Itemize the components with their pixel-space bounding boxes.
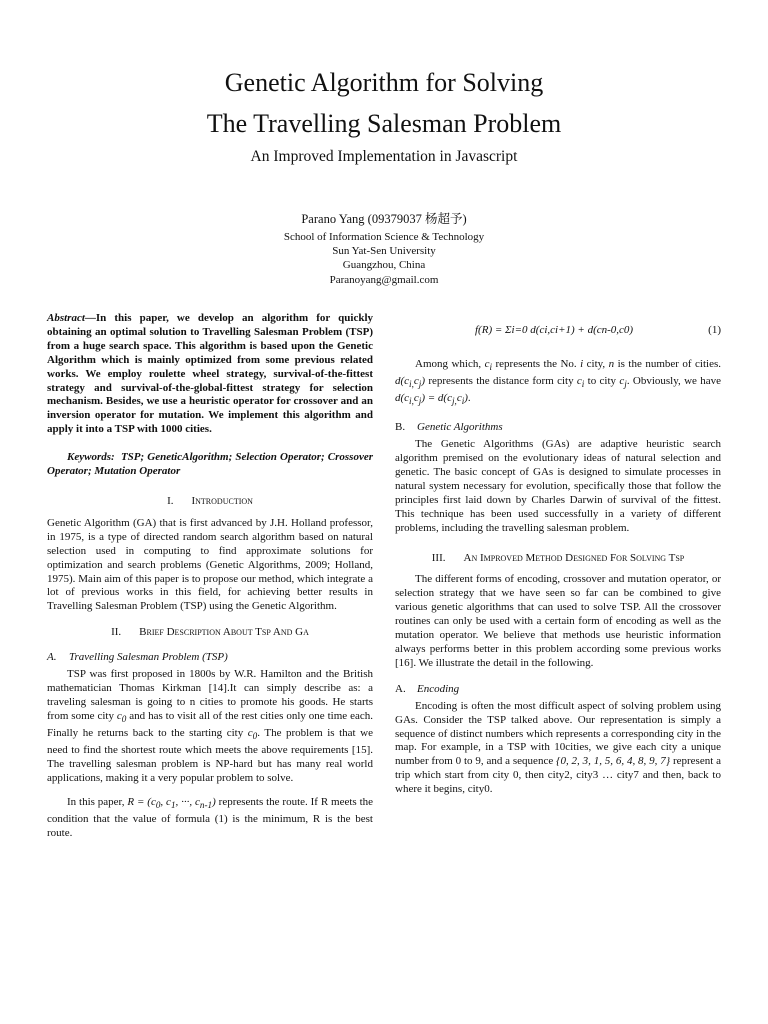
encoding-text-a: Encoding is often the most difficult aspect of solving problem using GAs. Consider the TSP talked above. Our representation is simply a sequence of distinct numbers which represents a corresponding city in the map. For example, in a TSP with 10cities, we give each city a unique number from 0 to 9, and a sequence bbox=[395, 699, 721, 768]
among-sym-c2: c bbox=[456, 392, 462, 405]
encoding-paragraph bbox=[395, 700, 721, 797]
affiliation-location: Guangzhou, China bbox=[342, 259, 426, 272]
author-name: Parano Yang (09379037 杨超予) bbox=[301, 212, 467, 226]
keywords bbox=[47, 451, 373, 479]
section-heading-introduction bbox=[47, 495, 373, 509]
among-text-l: to city bbox=[584, 375, 620, 388]
tsp-text-b: and has to visit all of the rest cities only one time each. Finally he returns back to the starting city bbox=[47, 709, 373, 739]
route-formula-sub1: 1 bbox=[170, 799, 176, 810]
among-paragraph bbox=[395, 358, 721, 409]
among-symbol-ci2-sub: i bbox=[581, 379, 585, 390]
paper-title-line-2: The Travelling Salesman Problem bbox=[206, 109, 562, 138]
among-symbol-cj: c bbox=[619, 375, 625, 388]
among-dist-a: d(c bbox=[395, 375, 410, 388]
among-symbol-n: n bbox=[608, 358, 615, 370]
section-number: III. bbox=[431, 551, 446, 564]
section-number: II. bbox=[111, 626, 122, 639]
equation-number: (1) bbox=[708, 324, 721, 336]
route-formula-d: ) bbox=[212, 795, 216, 808]
section-title: An Improved Method Designed For Solving Tsp bbox=[463, 551, 685, 564]
left-column bbox=[47, 312, 373, 841]
section-heading-brief-description bbox=[47, 626, 373, 640]
among-text-end: . bbox=[467, 392, 471, 405]
among-text-a: Among which, bbox=[415, 358, 485, 370]
intro-paragraph: Genetic Algorithm (GA) that is first advanced by J.H. Holland professor, in 1975, is a type of directed random search algorithm based on natural selection used in computing to find approximate solutions for optimization and search problems (Genetic Algorithms, 2009; Holland, 1975). Main aim of this paper is to propose our method, which integrate a lot of previous works in this field, for achieving better results in Travelling Salesman Problem (TSP) using the Genetic Algorithm. bbox=[47, 516, 373, 613]
among-sym-eq: ) = d(c bbox=[421, 392, 452, 405]
among-symmetry bbox=[395, 392, 468, 407]
route-formula-a: R = (c bbox=[127, 795, 156, 808]
abstract-label: Abstract bbox=[47, 312, 85, 324]
encoding-sequence: {0, 2, 3, 1, 5, 6, 4, 8, 9, 7} bbox=[556, 755, 671, 768]
paper-subtitle: An Improved Implementation in Javascript bbox=[250, 148, 518, 165]
keywords-label: Keywords: bbox=[67, 451, 115, 464]
paper-title-line-1: Genetic Algorithm for Solving bbox=[224, 68, 544, 97]
subsection-number: A. bbox=[395, 682, 406, 695]
among-symbol-ci: c bbox=[484, 358, 490, 370]
subsection-title: Travelling Salesman Problem (TSP) bbox=[69, 651, 228, 664]
among-distance bbox=[395, 375, 425, 390]
among-symbol-cj-sub: j bbox=[624, 379, 627, 390]
tsp-text-c: . The problem is that we need to find the shortest route which meets the above requirements [15]. The travelling salesman problem is NP-hard but has many real world applications, making it a very popular problem to solve. bbox=[47, 726, 373, 784]
among-text-b: represents the No. bbox=[492, 358, 581, 370]
among-symbol-i: i bbox=[580, 358, 584, 370]
route-formula-subn: n-1 bbox=[199, 799, 213, 810]
route-formula bbox=[127, 796, 215, 808]
subsection-heading-genetic-algorithms bbox=[395, 421, 721, 435]
subsection-number: B. bbox=[395, 421, 406, 434]
route-text-b: represents the route. If R meets the condition that the value of formula (1) is the minimum, R is the best route. bbox=[47, 795, 374, 839]
abstract-text: —In this paper, we develop an algorithm for quickly obtaining an optimal solution to Travelling Salesman Problem (TSP) from a huge search space. This algorithm is based upon the Genetic Algorithm which is mainly optimized from some previous related works. We employ roulette wheel strategy, survival-of-the-fittest strategy and survival-of-the-global-fittest strategy for selection mechanism. Besides, we use a heuristic operator for crossover and an inversion operator for mutation. We implement this algorithm and apply it into a TSP with 1000 cities. bbox=[47, 312, 373, 436]
route-formula-sub0: 0 bbox=[155, 799, 161, 810]
among-sym-sub-i: i, bbox=[409, 396, 414, 407]
among-symbol-ci2: c bbox=[576, 375, 582, 388]
route-formula-c: , ···, c bbox=[175, 795, 200, 808]
encoding-text-b: represent a trip which start from city 0, then city2, city3 … city7 and then, back to where it begins, city0. bbox=[395, 755, 721, 796]
section-title: Introduction bbox=[191, 494, 253, 507]
abstract bbox=[47, 312, 373, 437]
among-sym-sub-i2: i bbox=[461, 396, 465, 407]
among-sym-close: ) bbox=[464, 392, 468, 405]
among-text-c: city, bbox=[583, 358, 609, 370]
tsp-paragraph bbox=[47, 668, 373, 786]
subsection-number: A. bbox=[47, 651, 57, 664]
keywords-text: TSP; GeneticAlgorithm; Selection Operator; Crossover Operator; Mutation Operator bbox=[47, 451, 374, 478]
among-sym-a: d(c bbox=[395, 392, 410, 405]
tsp-symbol-c: c bbox=[116, 709, 122, 722]
method-paragraph: The different forms of encoding, crossover and mutation operator, or selection strategy that we have seen so far can be combined to give various genetic algorithms that can used to solve TSP. All the crossover routines can only be used with a certain form of encoding as well as the mutation operator. We believe that methods use heuristic information always performs better in this problem according some previous works [16]. We illustrate the detail in the following. bbox=[395, 573, 721, 669]
author-affiliation bbox=[0, 230, 768, 287]
ga-paragraph: The Genetic Algorithms (GAs) are adaptive heuristic search algorithm premised on the evolutionary ideas of natural selection and genetic. The basic concept of GAs is designed to simulate processes in natural system necessary for evolution, specifically those that follow the principles first laid down by Charles Darwin of survival of the fittest. This technique has been used successfully in a variety of different problems, including the travelling salesman problem. bbox=[395, 438, 721, 534]
equation-1 bbox=[395, 324, 721, 344]
right-column bbox=[395, 324, 721, 797]
affiliation-university: Sun Yat-Sen University bbox=[332, 245, 436, 258]
affiliation-email: Paranoyang@gmail.com bbox=[329, 273, 439, 286]
among-sym-c: c bbox=[413, 392, 419, 405]
among-text-m: . Obviously, we have bbox=[626, 375, 721, 388]
affiliation-school: School of Information Science & Technology bbox=[283, 231, 485, 243]
among-symbol-ci-sub: i bbox=[489, 362, 493, 373]
among-text-k: represents the distance form city bbox=[425, 375, 577, 388]
among-dist-sub-i: i, bbox=[409, 379, 414, 390]
among-dist-close: ) bbox=[421, 375, 425, 388]
tsp-symbol-c-2: c bbox=[247, 726, 253, 739]
among-sym-sub-j2: j, bbox=[451, 396, 457, 407]
equation-formula: f(R) = Σi=0 d(ci,ci+1) + d(cn-0,c0) bbox=[475, 324, 634, 336]
tsp-text-a: TSP was first proposed in 1800s by W.R. Hamilton and the British mathematician Thomas Kirkman [14].It can simply describe as: a traveling salesman is going to n cities to promote his goods. He starts from some city bbox=[47, 668, 373, 722]
tsp-symbol-sub: 0 bbox=[121, 713, 127, 724]
among-sym-sub-j: j bbox=[418, 396, 422, 407]
route-paragraph bbox=[47, 796, 373, 841]
among-dist-c: c bbox=[413, 375, 419, 388]
subsection-heading-encoding bbox=[395, 683, 721, 697]
subsection-heading-tsp bbox=[47, 651, 373, 665]
among-dist-sub-j: j bbox=[418, 379, 422, 390]
route-formula-b: , c bbox=[160, 795, 171, 808]
tsp-symbol-sub-2: 0 bbox=[252, 731, 258, 742]
among-text-d: is the number of cities. bbox=[614, 358, 721, 370]
subsection-title: Genetic Algorithms bbox=[417, 421, 503, 434]
section-number: I. bbox=[167, 494, 174, 507]
subsection-title: Encoding bbox=[417, 682, 460, 695]
section-title: Brief Description About Tsp And Ga bbox=[139, 626, 309, 639]
route-text-a: In this paper, bbox=[67, 795, 128, 808]
section-heading-improved-method bbox=[395, 552, 721, 566]
